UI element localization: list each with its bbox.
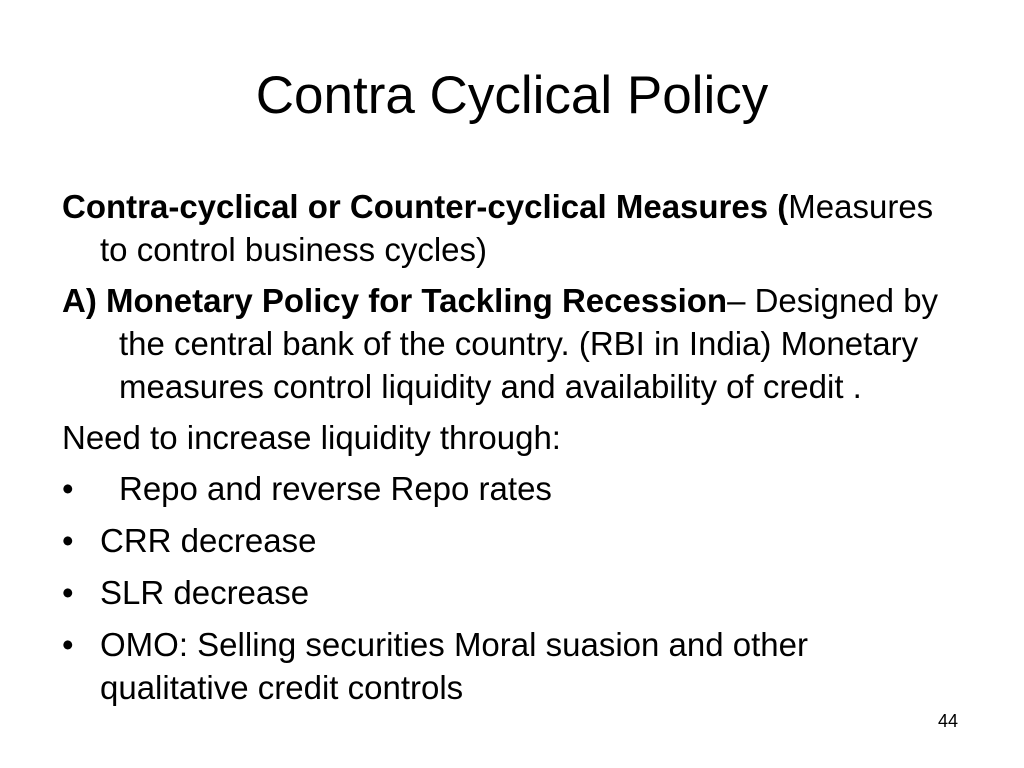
- page-number: 44: [938, 711, 959, 731]
- measures-heading-detail: Measures to control business cycles): [100, 188, 934, 268]
- monetary-policy-paragraph: [62, 279, 962, 408]
- bullet-item: [62, 623, 962, 709]
- bullet-item: [62, 519, 962, 562]
- bullet-text: Repo and reverse Repo rates: [119, 470, 552, 507]
- measures-heading-bold: Contra-cyclical or Counter-cyclical Measures: [62, 188, 769, 225]
- slide-title: Contra Cyclical Policy: [255, 66, 769, 125]
- slide-body: [62, 185, 962, 718]
- bullet-item: [62, 571, 962, 614]
- measures-heading-paren: (: [777, 188, 789, 225]
- monetary-policy-dash: –: [727, 282, 746, 319]
- bullet-item: [62, 467, 962, 510]
- measures-heading: [62, 185, 962, 271]
- monetary-policy-text: Designed by the central bank of the country. (RBI in India) Monetary measures control liquidity and availability of credit .: [119, 282, 939, 405]
- bullet-icon: •: [62, 522, 74, 559]
- bullet-text: OMO: Selling securities Moral suasion and other qualitative credit controls: [100, 626, 808, 706]
- liquidity-need-text: Need to increase liquidity through:: [62, 419, 561, 456]
- bullet-icon: •: [62, 626, 74, 663]
- bullet-text: SLR decrease: [100, 574, 310, 611]
- bullet-icon: •: [62, 470, 74, 507]
- monetary-policy-label: A) Monetary Policy for Tackling Recession: [62, 282, 728, 319]
- bullet-text: CRR decrease: [100, 522, 317, 559]
- bullet-icon: •: [62, 574, 74, 611]
